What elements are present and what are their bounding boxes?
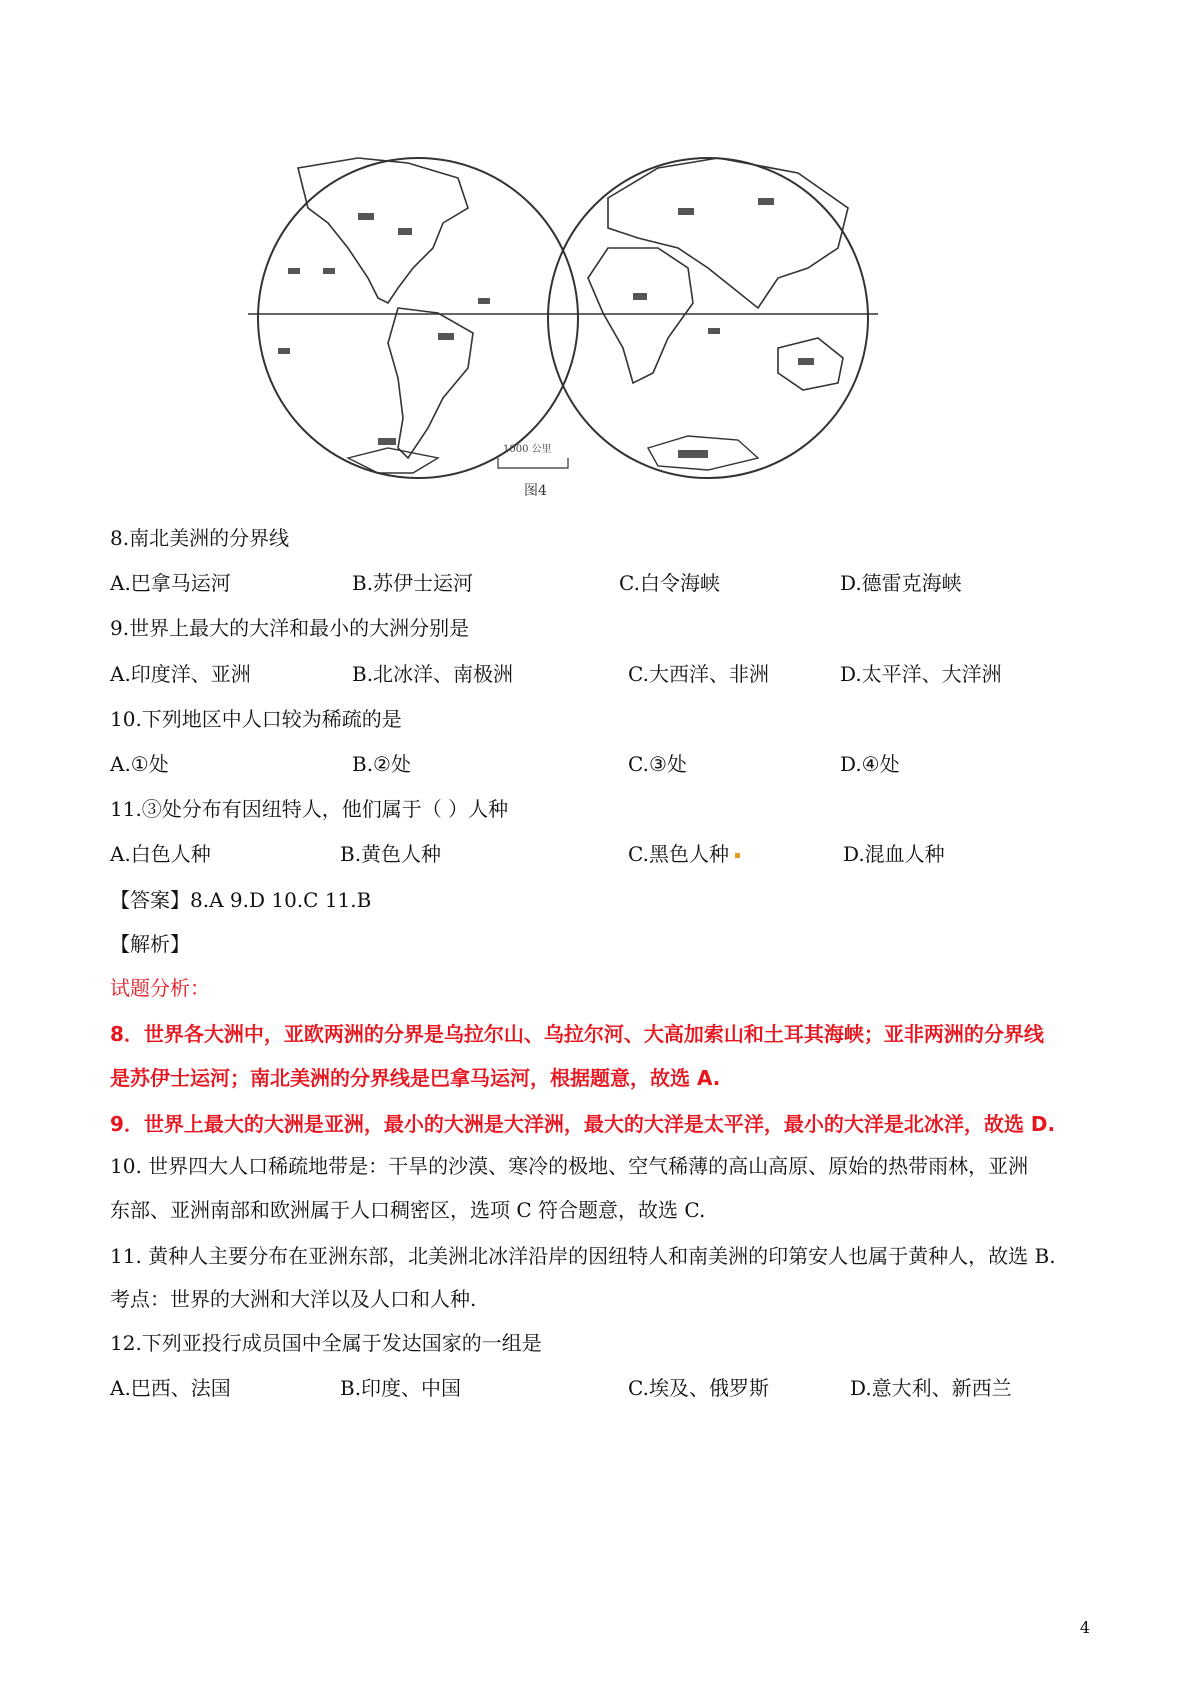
- analysis-heading: 试题分析：: [110, 976, 210, 1000]
- analysis-label: 【解析】: [110, 932, 190, 956]
- explain9: 9．世界上最大的大洲是亚洲，最小的大洲是大洋洲，最大的大洋是太平洋，最小的大洋是北冰洋，故选 D.: [110, 1112, 1056, 1136]
- answer-line: 【答案】8.A 9.D 10.C 11.B: [110, 888, 372, 912]
- page-number: 4: [1079, 1618, 1090, 1637]
- q10-option-c: C.③处: [628, 752, 687, 776]
- q10-option-a: A.①处: [110, 752, 169, 776]
- q11-option-a: A.白色人种: [110, 842, 211, 866]
- q11-option-c: [628, 840, 740, 868]
- explain10-line1: 10. 世界四大人口稀疏地带是：干旱的沙漠、寒冷的极地、空气稀薄的高山高原、原始的热带雨林，亚洲: [110, 1154, 1029, 1178]
- q12-option-b: B.印度、中国: [340, 1376, 462, 1400]
- q9-option-b: B.北冰洋、南极洲: [352, 662, 514, 686]
- q8-option-d: D.德雷克海峡: [840, 571, 962, 595]
- q11-stem: 11.③处分布有因纽特人，他们属于（ ）人种: [110, 797, 509, 821]
- map-label-marks: [278, 198, 814, 458]
- q12-option-c: C.埃及、俄罗斯: [628, 1376, 769, 1400]
- north-america-outline: [298, 158, 468, 303]
- q11-option-d: D.混血人种: [843, 842, 945, 866]
- q11-option-b: B.黄色人种: [340, 842, 442, 866]
- q9-option-a: A.印度洋、亚洲: [110, 662, 251, 686]
- q11-option-c-text: C.黑色人种: [628, 842, 729, 866]
- q8-stem: 8.南北美洲的分界线: [110, 526, 290, 550]
- figure-caption: 图4: [524, 483, 547, 499]
- western-hemisphere-circle: [258, 158, 578, 478]
- explain11: 11. 黄种人主要分布在亚洲东部，北美洲北冰洋沿岸的因纽特人和南美洲的印第安人也属于黄种人，故选 B.: [110, 1244, 1056, 1268]
- world-hemispheres-map: [238, 128, 958, 548]
- explain8-line2: 是苏伊士运河；南北美洲的分界线是巴拿马运河，根据题意，故选 A.: [110, 1066, 721, 1090]
- q9-option-d: D.太平洋、大洋洲: [840, 662, 1002, 686]
- q8-option-b: B.苏伊士运河: [352, 571, 474, 595]
- q12-option-d: D.意大利、新西兰: [850, 1376, 1012, 1400]
- scale-bar: [498, 458, 568, 468]
- antarctica-west-outline: [348, 448, 438, 473]
- q8-option-a: A.巴拿马运河: [110, 571, 231, 595]
- south-america-outline: [388, 308, 473, 458]
- q10-option-d: D.④处: [840, 752, 900, 776]
- q9-stem: 9.世界上最大的大洋和最小的大洲分别是: [110, 616, 470, 640]
- orange-marker-dot: [735, 853, 740, 858]
- explain10-line2: 东部、亚洲南部和欧洲属于人口稠密区，选项 C 符合题意，故选 C.: [110, 1198, 706, 1222]
- q9-option-c: C.大西洋、非洲: [628, 662, 769, 686]
- q10-option-b: B.②处: [352, 752, 411, 776]
- explain8-line1: 8．世界各大洲中，亚欧两洲的分界是乌拉尔山、乌拉尔河、大高加索山和土耳其海峡；亚非两洲的分界线: [110, 1022, 1044, 1046]
- q12-option-a: A.巴西、法国: [110, 1376, 231, 1400]
- map-graphic: [238, 128, 958, 548]
- eurasia-outline: [608, 158, 848, 308]
- q10-stem: 10.下列地区中人口较为稀疏的是: [110, 707, 402, 731]
- kaodian: 考点：世界的大洲和大洋以及人口和人种.: [110, 1287, 477, 1311]
- q12-stem: 12.下列亚投行成员国中全属于发达国家的一组是: [110, 1331, 542, 1355]
- eastern-hemisphere-circle: [548, 158, 868, 478]
- africa-outline: [588, 248, 693, 383]
- scale-note: 1000 公里: [503, 444, 552, 455]
- q8-option-c: C.白令海峡: [619, 571, 720, 595]
